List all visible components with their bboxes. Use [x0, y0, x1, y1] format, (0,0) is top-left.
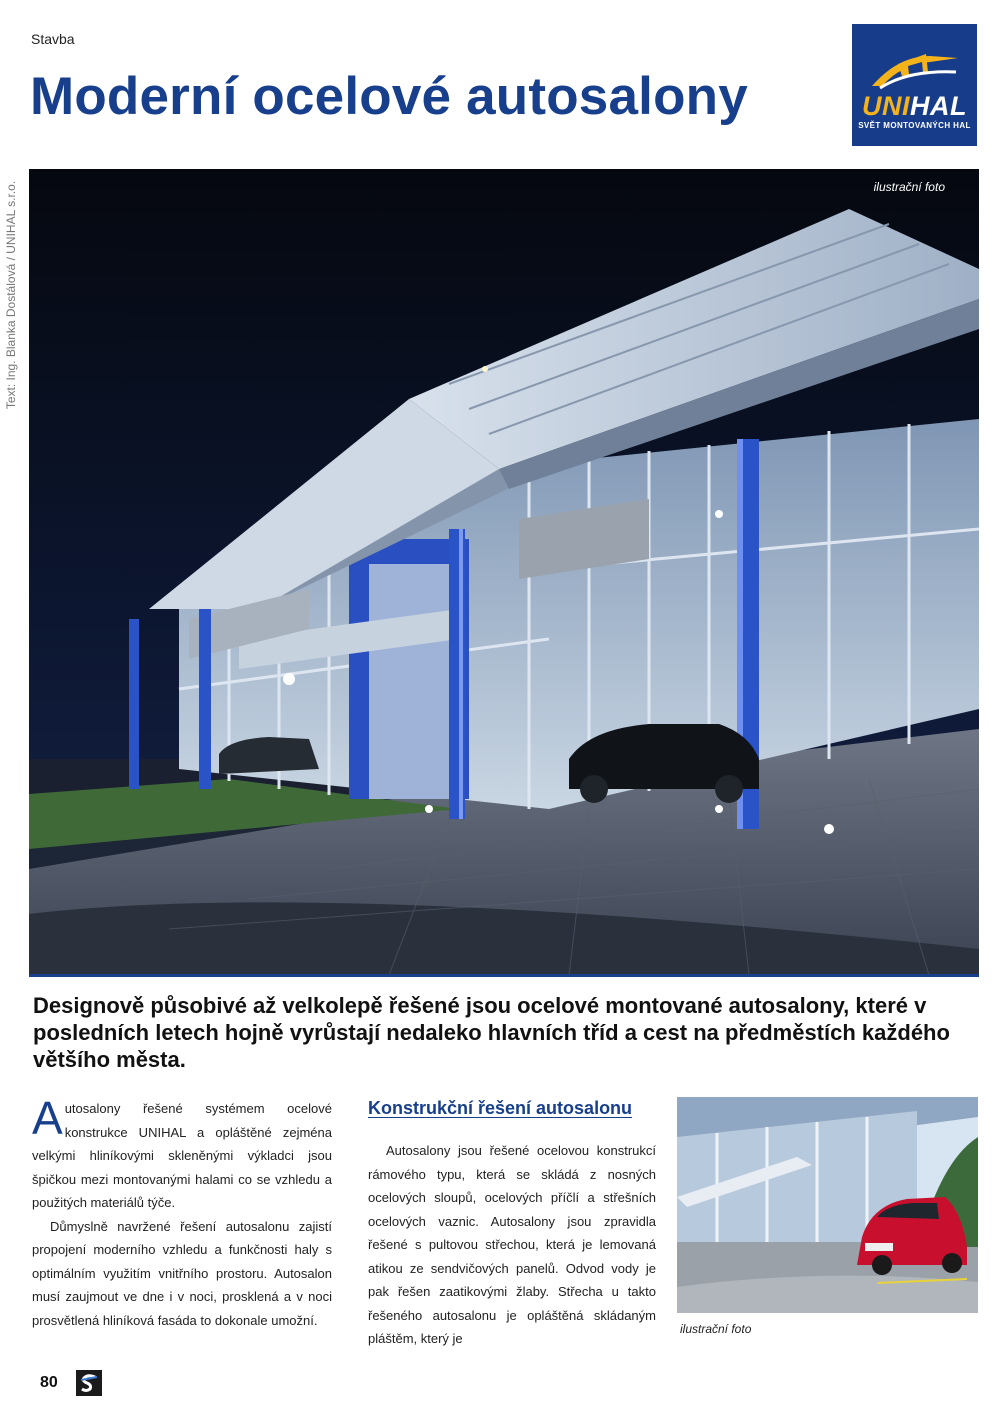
text-column-1 [32, 1092, 332, 1332]
hero-divider [29, 974, 979, 977]
text-column-2 [368, 1097, 656, 1351]
section-label: Stavba [31, 31, 75, 47]
hero-photo [29, 169, 979, 975]
intro-paragraph: Autosalony řešené systémem ocelové konstrukce UNIHAL a opláštěné zejména velkými hliníkovými skleněnými výkladci jsou špičkou mezi montovanými halami co se vzhledu a použitých materiálů týče. [32, 1092, 332, 1210]
drop-cap: A [32, 1092, 63, 1144]
hero-caption: ilustrační foto [873, 180, 945, 194]
page-title: Moderní ocelové autosalony [30, 67, 748, 126]
page-number: 80 [40, 1374, 58, 1391]
author-credit: Text: Ing. Blanka Dostálová / UNIHAL s.r.o. [4, 180, 18, 410]
car-showroom-night-photo [29, 169, 979, 975]
lead-paragraph: Designově působivé až velkolepě řešené jsou ocelové montované autosalony, které v posledních letech hojně vyrůstají nedaleko hlavních tříd a cest na předměstích každého většího města. [33, 993, 950, 1072]
side-photo-caption: ilustrační foto [680, 1322, 752, 1336]
magazine-s-logo-icon [76, 1370, 102, 1396]
logo-wordmark: UNIHAL [862, 91, 967, 121]
unihal-logo [852, 24, 977, 146]
section-heading: Konstrukční řešení autosalonu [368, 1098, 633, 1118]
red-car-showroom-photo [677, 1097, 978, 1313]
roof-arch-logo-icon [868, 50, 962, 90]
body-paragraph: Autosalony jsou řešené ocelovou konstrukcí rámového typu, která se skládá z nosných ocelových sloupů, ocelových příčlí a střešních ocelových vaznic. Autosalony jsou zpravidla řešené s pultovou střechou, která je lemovaná atikou ze sendvičových panelů. Odvod vody je pak řešen zaatikovými žlaby. Střecha u takto řešeného autosalonu je opláštěná skládaným pláštěm, který je [368, 1143, 656, 1346]
side-photo [677, 1097, 978, 1313]
body-paragraph: Důmyslně navržené řešení autosalonu zajistí propojení moderního vzhledu a funkčnosti haly s optimálním využitím vnitřního prostoru. Autosalon musí zaujmout ve dne i v noci, prosklená a v noci prosvětlená hliníková fasáda to dokonale umožní. [32, 1218, 332, 1328]
magazine-logo [76, 1370, 102, 1396]
logo-tagline: SVĚT MONTOVANÝCH HAL [858, 121, 971, 130]
